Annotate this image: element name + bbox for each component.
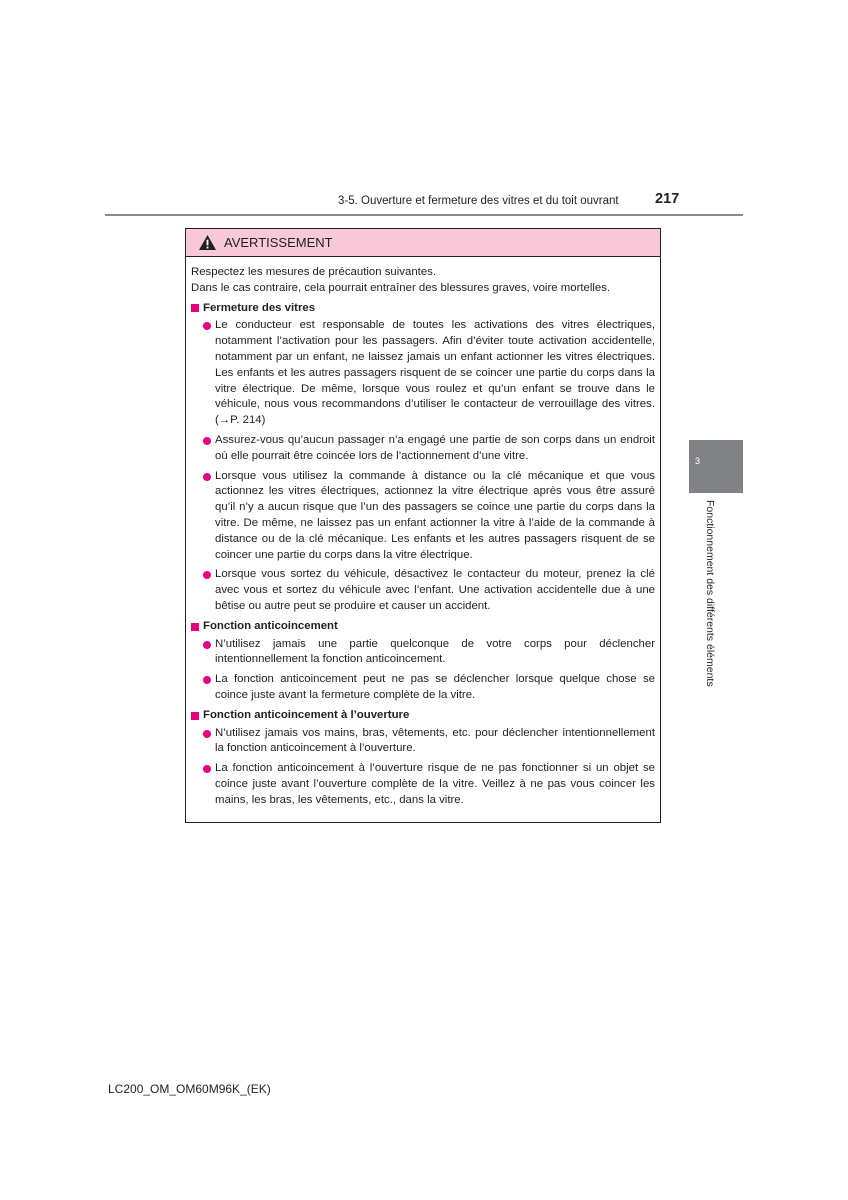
list-item <box>191 318 655 429</box>
warning-triangle-icon <box>198 234 217 251</box>
bullet-dot-icon <box>203 765 211 773</box>
page-number: 217 <box>655 191 680 207</box>
list-item-text: N’utilisez jamais une partie quelconque de votre corps pour déclencher intentionnellement la fonction anticoincement. <box>215 637 655 666</box>
list-item-text: Lorsque vous sortez du véhicule, désactivez le contacteur du moteur, prenez la clé avec vous et sortez du véhicule avec l’enfant. Une activation accidentelle due à une bêtise ou autre peut se produire et causer un accident. <box>215 568 655 612</box>
section-heading-text: Fermeture des vitres <box>203 301 316 314</box>
bullet-dot-icon <box>203 730 211 738</box>
bullet-dot-icon <box>203 676 211 684</box>
warning-title: AVERTISSEMENT <box>224 235 333 250</box>
list-item-text: La fonction anticoincement peut ne pas se déclencher lorsque quelque chose se coince juste avant la fermeture complète de la vitre. <box>215 673 655 701</box>
bullet-dot-icon <box>203 473 211 481</box>
header-divider <box>105 214 743 216</box>
square-bullet-icon <box>191 304 199 312</box>
warning-intro <box>191 265 655 297</box>
list-item-text: N’utilisez jamais vos mains, bras, vêtements, etc. pour déclencher intentionnellement la fonction anticoincement à l’ouverture. <box>215 726 655 755</box>
section-heading-text: Fonction anticoincement <box>203 619 338 632</box>
warning-box <box>185 228 661 823</box>
section-heading <box>191 619 655 635</box>
list-item <box>191 469 655 564</box>
bullet-dot-icon <box>203 571 211 579</box>
chapter-tab <box>689 440 743 493</box>
list-item <box>191 761 655 808</box>
list-item <box>191 637 655 669</box>
intro-line: Respectez les mesures de précaution suivantes. <box>191 266 437 278</box>
list-item-text: La fonction anticoincement à l’ouverture risque de ne pas fonctionner si un objet se coince juste avant l’ouverture complète de la vitre. Veillez à ne pas vous coincer les mains, les bras, les vêtements, etc., dans la vitre. <box>215 762 655 806</box>
bullet-dot-icon <box>203 641 211 649</box>
section-heading <box>191 708 655 724</box>
section-title: 3-5. Ouverture et fermeture des vitres et du toit ouvrant <box>338 195 619 207</box>
section-heading-text: Fonction anticoincement à l’ouverture <box>203 708 410 721</box>
square-bullet-icon <box>191 623 199 631</box>
chapter-title: Fonctionnement des différents éléments <box>704 500 716 687</box>
list-item-text: Assurez-vous qu’aucun passager n’a engagé une partie de son corps dans un endroit où elle pourrait être coincée lors de l’actionnement d’une vitre. <box>215 433 655 462</box>
section-fermeture-des-vitres <box>191 301 655 615</box>
section-heading <box>191 301 655 317</box>
list-item <box>191 672 655 704</box>
document-code: LC200_OM_OM60M96K_(EK) <box>108 1082 271 1096</box>
bullet-dot-icon <box>203 437 211 445</box>
section-fonction-anticoincement-ouverture <box>191 708 655 809</box>
chapter-number: 3 <box>695 456 701 466</box>
bullet-dot-icon <box>203 322 211 330</box>
list-item <box>191 726 655 758</box>
list-item-text: Lorsque vous utilisez la commande à distance ou la clé mécanique et que vous actionnez les vitres électriques, actionnez la vitre électrique après vous être assuré qu’il n’y a aucun risque que l’un des passagers se coince une partie du corps dans la vitre. De même, ne laissez pas un enfant actionner la vitre à l’aide de la commande à distance ou de la clé mécanique. Les enfants et les autres passagers risquent de se coincer une partie du corps dans la vitre électrique. <box>215 469 655 561</box>
warning-header <box>186 229 660 257</box>
warning-body <box>186 257 660 809</box>
list-item <box>191 567 655 614</box>
list-item <box>191 433 655 465</box>
section-fonction-anticoincement <box>191 619 655 704</box>
intro-line: Dans le cas contraire, cela pourrait entraîner des blessures graves, voire mortelles. <box>191 281 611 294</box>
square-bullet-icon <box>191 712 199 720</box>
list-item-text: Le conducteur est responsable de toutes les activations des vitres électriques, notamment l’activation pour les passagers. Afin d’éviter toute activation accidentelle, notamment par un enfant, ne laissez jamais un enfant actionner les vitres électriques. Les enfants et les autres passagers risquent de se coincer une partie du corps dans la vitre électrique. De même, lorsque vous roulez et qu’un enfant se trouve dans le véhicule, nous vous recommandons d’utiliser le contacteur de verrouillage des vitres. (→P. 214) <box>215 319 655 427</box>
